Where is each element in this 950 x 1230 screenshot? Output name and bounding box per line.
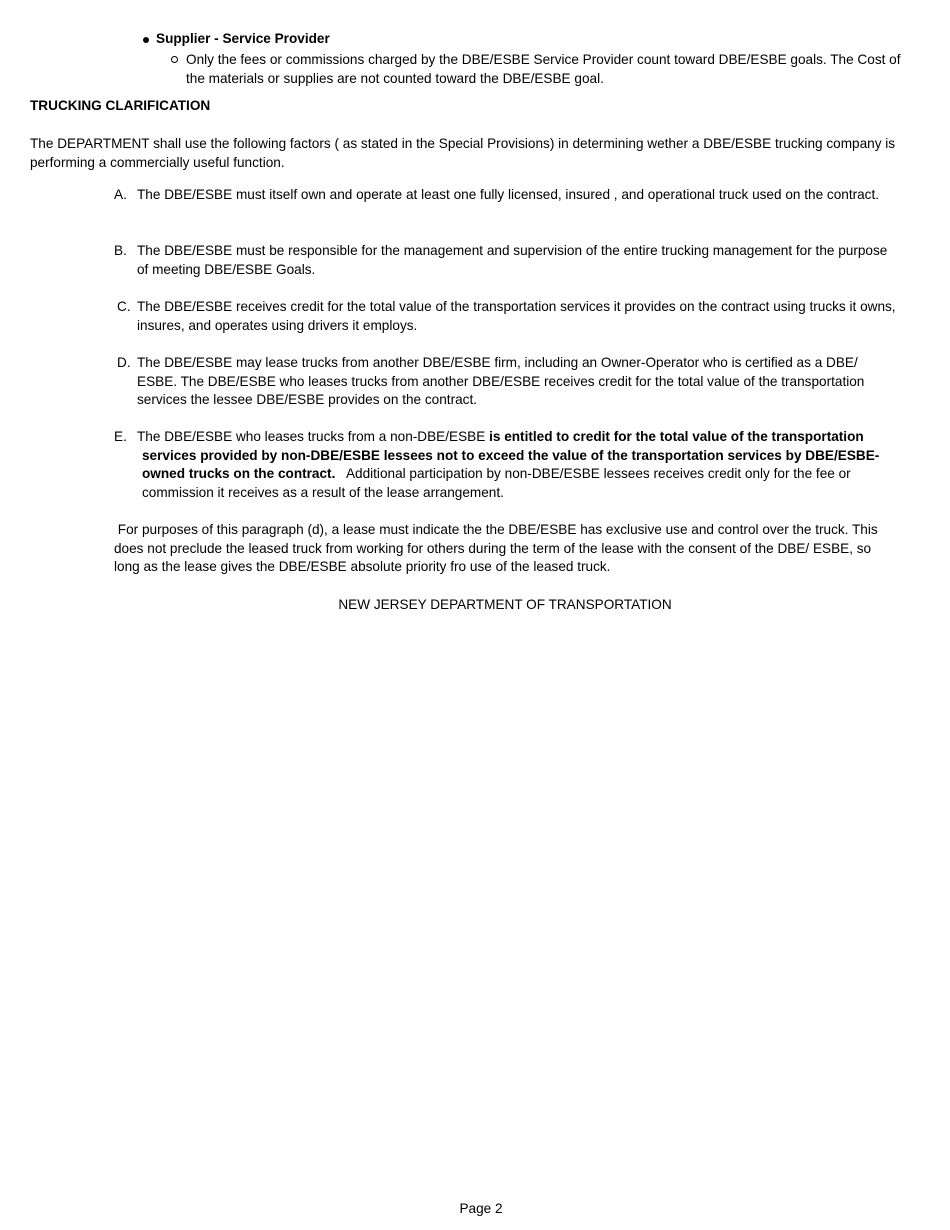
list-item-text-bold: is entitled to credit for the total value of the transportation services provided by non-DBE/ESBE lessees not to exceed the value of the transportation services by DBE/ESBE-owned trucks on the contract.	[142, 429, 880, 481]
list-item-text-start: The DBE/ESBE who leases trucks from a non-DBE/ESBE	[137, 429, 490, 444]
list-item-label: E.	[114, 429, 127, 444]
supplier-note: Only the fees or commissions charged by the DBE/ESBE Service Provider count toward DBE/ESBE goals. The Cost of the materials or supplies are not counted toward the DBE/ESBE goal.	[186, 52, 901, 86]
list-item-text: The DBE/ESBE must itself own and operate at least one fully licensed, insured , and operational truck used on the contract.	[137, 187, 880, 202]
bullet-dot-icon	[143, 37, 149, 43]
list-item-label: A.	[114, 187, 127, 202]
lease-paragraph: For purposes of this paragraph (d), a lease must indicate the the DBE/ESBE has exclusive use and control over the truck. This does not preclude the leased truck from working for others during the term of the lease with the consent of the DBE/ ESBE, so long as the lease gives the DBE/ESBE absolute priority fro use of the leased truck.	[114, 522, 882, 574]
list-item-text-end: Additional participation by non-DBE/ESBE lessees receives credit only for the fee or commission it receives as a result of the lease arrangement.	[142, 466, 855, 500]
list-item-text	[137, 428, 904, 502]
list-item-text: The DBE/ESBE must be responsible for the management and supervision of the entire trucking management for the purpose of meeting DBE/ESBE Goals.	[137, 243, 888, 277]
footer-organization: NEW JERSEY DEPARTMENT OF TRANSPORTATION	[338, 597, 672, 612]
supplier-title: Supplier - Service Provider	[156, 31, 330, 46]
list-item-label: B.	[114, 243, 127, 258]
page-number: Page 2	[459, 1201, 503, 1216]
list-item-label: D.	[117, 355, 131, 370]
bullet-circle-icon	[171, 56, 178, 63]
list-item-label: C.	[117, 299, 131, 314]
list-item-text: The DBE/ESBE receives credit for the total value of the transportation services it provides on the contract using trucks it owns, insures, and operates using drivers it employs.	[137, 299, 896, 333]
trucking-intro: The DEPARTMENT shall use the following factors ( as stated in the Special Provisions) in determining wether a DBE/ESBE trucking company is performing a commercially useful function.	[30, 136, 896, 170]
list-item-text: The DBE/ESBE may lease trucks from another DBE/ESBE firm, including an Owner-Operator who is certified as a DBE/ ESBE. The DBE/ESBE who leases trucks from another DBE/ESBE receives credit for the total value of the transportation services the lessee DBE/ESBE provides on the contract.	[137, 355, 865, 407]
trucking-heading: TRUCKING CLARIFICATION	[30, 98, 211, 113]
